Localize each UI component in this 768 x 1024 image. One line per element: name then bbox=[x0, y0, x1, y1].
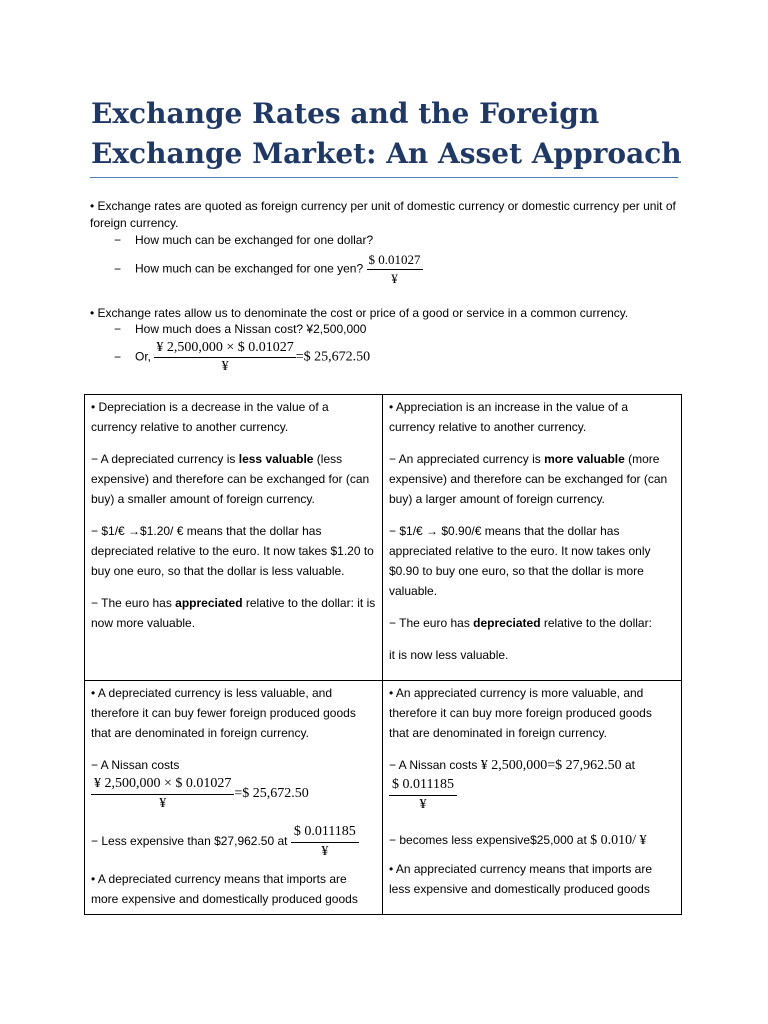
conversion-fraction bbox=[154, 340, 295, 375]
question-text: How much can be exchanged for one yen? bbox=[135, 261, 364, 276]
appreciation-example: − $1/€ → $0.90/€ means that the dollar has appreciated relative to the euro. It now takes only $0.90 to buy one euro, so that the dollar is more valuable. bbox=[389, 524, 651, 598]
depreciation-cell bbox=[85, 395, 383, 681]
page-title bbox=[91, 94, 691, 174]
becomes-less-expensive-note: − becomes less expensive$25,000 at $ 0.010/ ¥ bbox=[389, 833, 647, 848]
euro-appreciated-note: − The euro has appreciated relative to the dollar: it is now more valuable. bbox=[91, 596, 376, 630]
question-one-yen bbox=[114, 252, 423, 287]
dash-marker: − bbox=[114, 261, 122, 276]
nissan-conversion bbox=[114, 340, 370, 375]
fraction-numerator: $ 0.01027 bbox=[367, 252, 423, 270]
fraction-denominator: ¥ bbox=[391, 271, 398, 286]
rate-fraction: $\frac{\$ 0.011185}{¥}$ bbox=[291, 823, 359, 861]
question-one-dollar bbox=[114, 233, 373, 247]
table-row bbox=[85, 395, 682, 681]
table-row bbox=[85, 681, 682, 915]
appreciated-imports-note: • An appreciated currency means that imports are less expensive and domestically produced goods bbox=[389, 862, 652, 896]
question-nissan-cost bbox=[114, 322, 366, 336]
rate-fraction: $\frac{\$ 0.011185}{¥}$ bbox=[389, 776, 457, 814]
yen-rate-fraction bbox=[367, 252, 423, 287]
appreciation-definition: • Appreciation is an increase in the value of a currency relative to another currency. bbox=[389, 400, 629, 434]
appreciation-cell bbox=[383, 395, 682, 681]
intro-bullet-denominate: • Exchange rates allow us to denominate the cost or price of a good or service in a common currency. bbox=[90, 306, 629, 320]
nissan-cost-depreciated: − A Nissan costs $\frac{¥ 2,500,000 \times \$ 0.01027}{¥}$ =$ 25,672.50 bbox=[91, 758, 309, 811]
fraction-numerator: ¥ 2,500,000 × $ 0.01027 bbox=[154, 340, 295, 358]
appreciation-value-note: − An appreciated currency is more valuable (more expensive) and therefore can be exchanged for (can buy) a larger amount of foreign currency. bbox=[389, 452, 668, 506]
title-line-2: Exchange Market: An Asset Approach bbox=[91, 137, 682, 170]
euro-depreciated-note-cont: it is now less valuable. bbox=[389, 648, 509, 662]
appreciated-effects-cell bbox=[383, 681, 682, 915]
question-text: How much can be exchanged for one dollar? bbox=[135, 233, 374, 247]
title-underline bbox=[90, 177, 678, 178]
fraction-denominator: ¥ bbox=[221, 359, 229, 374]
dash-marker: − bbox=[114, 349, 122, 364]
appreciated-buying-power: • An appreciated currency is more valuable, and therefore it can buy more foreign produced goods that are denominated in foreign currency. bbox=[389, 686, 652, 740]
question-text: How much does a Nissan cost? ¥2,500,000 bbox=[135, 322, 367, 336]
nissan-cost-appreciated: − A Nissan costs ¥ 2,500,000=$ 27,962.50 at $\frac{\$ 0.011185}{¥}$ bbox=[389, 758, 635, 812]
less-expensive-note: − Less expensive than $27,962.50 at $\frac{\$ 0.011185}{¥}$ bbox=[91, 823, 376, 861]
conversion-prefix: Or, bbox=[135, 349, 152, 364]
euro-depreciated-note: − The euro has depreciated relative to the dollar: bbox=[389, 616, 652, 630]
conversion-result: =$ 25,672.50 bbox=[295, 349, 371, 365]
cost-fraction: $\frac{¥ 2,500,000 \times \$ 0.01027}{¥}$ bbox=[91, 775, 234, 813]
depreciation-example: − $1/€ →$1.20/ € means that the dollar has depreciated relative to the euro. It now takes $1.20 to buy one euro, so that the dollar is less valuable. bbox=[91, 524, 374, 578]
intro-bullet-quotes: • Exchange rates are quoted as foreign currency per unit of domestic currency or domestic currency per unit of foreign currency. bbox=[90, 199, 676, 230]
depreciation-definition: • Depreciation is a decrease in the value of a currency relative to another currency. bbox=[91, 400, 329, 434]
depreciation-value-note: − A depreciated currency is less valuable (less expensive) and therefore can be exchanged for (can buy) a smaller amount of foreign currency. bbox=[91, 452, 370, 506]
depreciated-effects-cell bbox=[85, 681, 383, 915]
dash-marker: − bbox=[114, 233, 122, 247]
depreciated-buying-power: • A depreciated currency is less valuable, and therefore it can buy fewer foreign produced goods that are denominated in foreign currency. bbox=[91, 686, 356, 740]
depreciated-imports-note: • A depreciated currency means that imports are more expensive and domestically produced goods bbox=[91, 872, 358, 906]
title-line-1: Exchange Rates and the Foreign bbox=[91, 97, 600, 130]
comparison-table bbox=[84, 394, 682, 915]
dash-marker: − bbox=[114, 322, 122, 336]
